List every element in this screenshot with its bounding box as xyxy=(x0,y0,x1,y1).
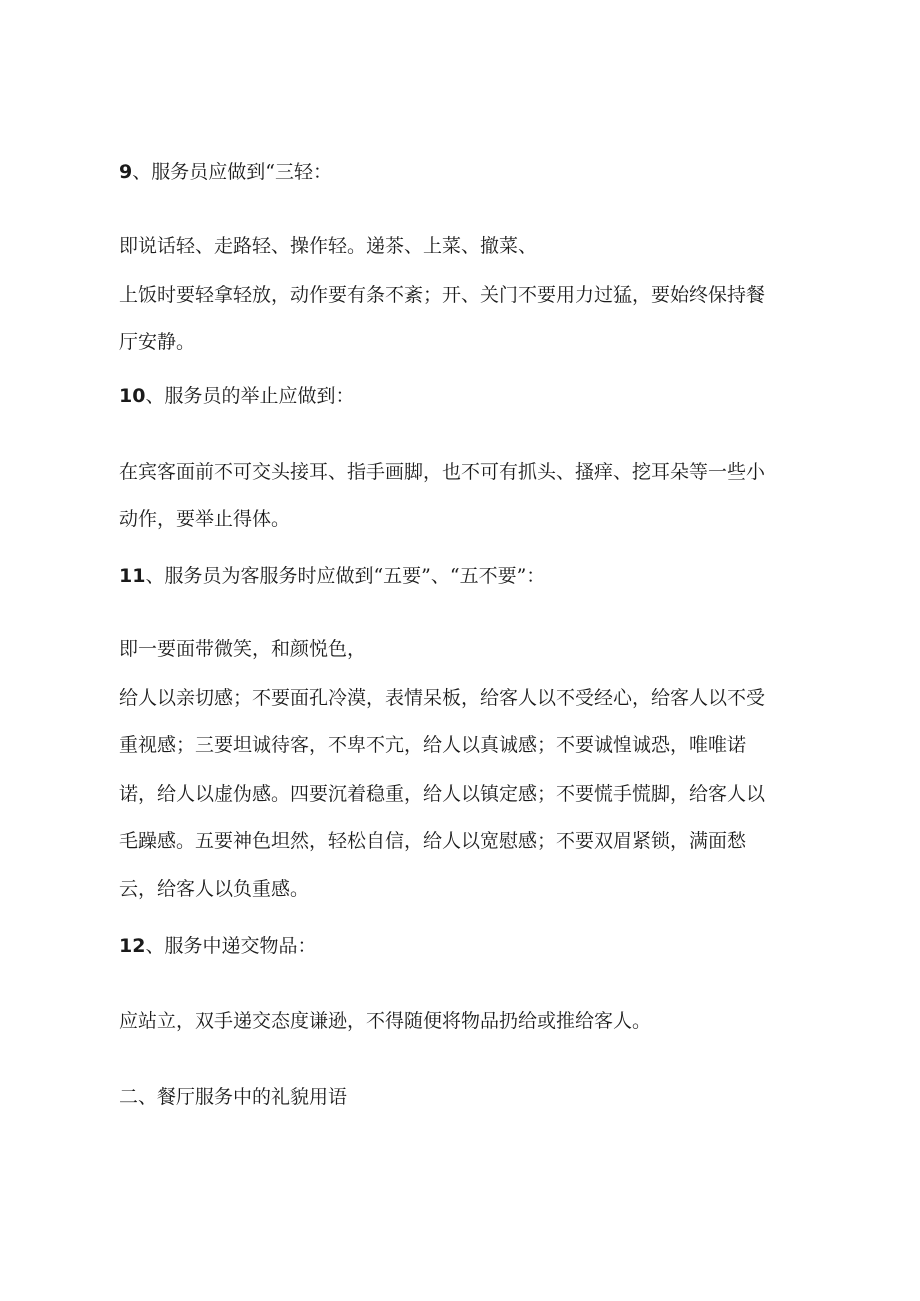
item-heading xyxy=(119,564,545,588)
item-body-line: 诺，给人以虚伪感。四要沉着稳重，给人以镇定感；不要慌手慌脚，给客人以 xyxy=(119,783,766,805)
item-body-line: 即说话轻、走路轻、操作轻。递茶、上菜、撤菜、 xyxy=(119,235,538,257)
item-number: 10 xyxy=(119,385,146,407)
item-body-line: 应站立，双手递交态度谦逊，不得随便将物品扔给或推给客人。 xyxy=(119,1010,652,1032)
item-body-line: 云，给客人以负重感。 xyxy=(119,878,310,900)
item-body-line: 厅安静。 xyxy=(119,331,196,353)
item-heading-text: 、服务员的举止应做到： xyxy=(145,385,355,407)
item-body-line: 即一要面带微笑，和颜悦色， xyxy=(119,638,367,660)
item-heading xyxy=(119,160,332,184)
item-body-line: 给人以亲切感；不要面孔冷漠，表情呆板，给客人以不受经心，给客人以不受 xyxy=(119,687,766,709)
item-number: 12 xyxy=(119,935,146,957)
item-number: 11 xyxy=(119,565,146,587)
item-body-line: 重视感；三要坦诚待客，不卑不亢，给人以真诚感；不要诚惶诚恐，唯唯诺 xyxy=(119,734,747,756)
item-heading-text: 、服务中递交物品： xyxy=(145,935,317,957)
item-heading xyxy=(119,384,354,408)
item-heading-text: 、服务员为客服务时应做到“五要”、“五不要”： xyxy=(145,565,546,587)
section-title: 二、餐厅服务中的礼貌用语 xyxy=(119,1086,348,1108)
item-body-line: 毛躁感。五要神色坦然，轻松自信，给人以宽慰感；不要双眉紧锁，满面愁 xyxy=(119,830,747,852)
item-body-line: 上饭时要轻拿轻放，动作要有条不紊；开、关门不要用力过猛，要始终保持餐 xyxy=(119,284,766,306)
item-heading xyxy=(119,934,316,958)
item-body-line: 动作，要举止得体。 xyxy=(119,508,291,530)
item-heading-text: 、服务员应做到“三轻： xyxy=(132,161,332,183)
item-body-line: 在宾客面前不可交头接耳、指手画脚，也不可有抓头、搔痒、挖耳朵等一些小 xyxy=(119,461,766,483)
item-number: 9 xyxy=(119,161,133,183)
